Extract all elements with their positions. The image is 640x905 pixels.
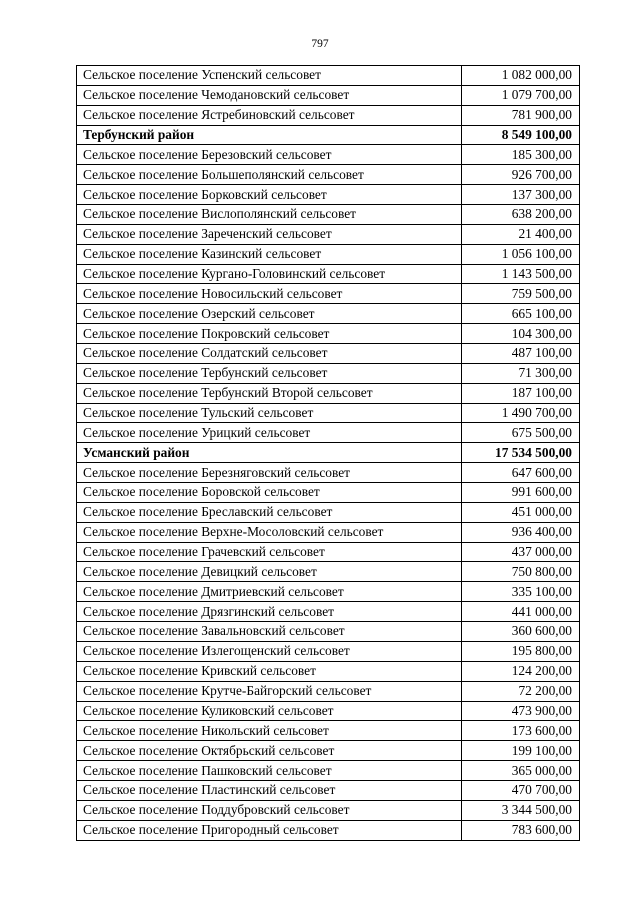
settlement-amount: 926 700,00	[462, 165, 580, 185]
settlement-name: Сельское поселение Солдатский сельсовет	[77, 344, 462, 364]
table-row	[77, 602, 580, 622]
table-row	[77, 383, 580, 403]
settlement-amount: 195 800,00	[462, 641, 580, 661]
settlement-name: Сельское поселение Большеполянский сельсовет	[77, 165, 462, 185]
settlement-name: Сельское поселение Боровской сельсовет	[77, 483, 462, 503]
settlement-amount: 360 600,00	[462, 622, 580, 642]
district-name: Тербунский район	[77, 125, 462, 145]
table-row	[77, 800, 580, 820]
table-row	[77, 344, 580, 364]
budget-table-body	[77, 66, 580, 841]
settlement-amount: 335 100,00	[462, 582, 580, 602]
table-row	[77, 661, 580, 681]
table-row	[77, 304, 580, 324]
settlement-name: Сельское поселение Успенский сельсовет	[77, 66, 462, 86]
settlement-name: Сельское поселение Дмитриевский сельсовет	[77, 582, 462, 602]
district-amount: 17 534 500,00	[462, 443, 580, 463]
settlement-name: Сельское поселение Тербунский сельсовет	[77, 363, 462, 383]
settlement-amount: 104 300,00	[462, 324, 580, 344]
budget-table	[76, 65, 580, 841]
settlement-name: Сельское поселение Грачевский сельсовет	[77, 542, 462, 562]
settlement-name: Сельское поселение Пластинский сельсовет	[77, 780, 462, 800]
settlement-amount: 1 490 700,00	[462, 403, 580, 423]
settlement-amount: 936 400,00	[462, 522, 580, 542]
table-row	[77, 780, 580, 800]
settlement-name: Сельское поселение Излегощенский сельсовет	[77, 641, 462, 661]
settlement-amount: 365 000,00	[462, 761, 580, 781]
settlement-amount: 638 200,00	[462, 205, 580, 225]
settlement-amount: 137 300,00	[462, 185, 580, 205]
settlement-amount: 173 600,00	[462, 721, 580, 741]
settlement-name: Сельское поселение Зареченский сельсовет	[77, 224, 462, 244]
table-row	[77, 681, 580, 701]
table-row	[77, 145, 580, 165]
settlement-amount: 783 600,00	[462, 820, 580, 840]
settlement-name: Сельское поселение Кривский сельсовет	[77, 661, 462, 681]
settlement-name: Сельское поселение Озерский сельсовет	[77, 304, 462, 324]
settlement-amount: 199 100,00	[462, 741, 580, 761]
table-row	[77, 66, 580, 86]
table-row	[77, 463, 580, 483]
settlement-name: Сельское поселение Крутче-Байгорский сельсовет	[77, 681, 462, 701]
settlement-amount: 1 079 700,00	[462, 85, 580, 105]
settlement-amount: 647 600,00	[462, 463, 580, 483]
settlement-name: Сельское поселение Девицкий сельсовет	[77, 562, 462, 582]
settlement-amount: 991 600,00	[462, 483, 580, 503]
table-row	[77, 324, 580, 344]
table-row	[77, 403, 580, 423]
settlement-name: Сельское поселение Тульский сельсовет	[77, 403, 462, 423]
table-row	[77, 542, 580, 562]
settlement-amount: 487 100,00	[462, 344, 580, 364]
settlement-name: Сельское поселение Никольский сельсовет	[77, 721, 462, 741]
table-row	[77, 741, 580, 761]
settlement-name: Сельское поселение Куликовский сельсовет	[77, 701, 462, 721]
settlement-name: Сельское поселение Завальновский сельсовет	[77, 622, 462, 642]
settlement-amount: 1 056 100,00	[462, 244, 580, 264]
table-row	[77, 502, 580, 522]
settlement-name: Сельское поселение Бреславский сельсовет	[77, 502, 462, 522]
settlement-amount: 665 100,00	[462, 304, 580, 324]
settlement-amount: 470 700,00	[462, 780, 580, 800]
settlement-name: Сельское поселение Пашковский сельсовет	[77, 761, 462, 781]
table-row	[77, 582, 580, 602]
settlement-name: Сельское поселение Кургано-Головинский сельсовет	[77, 264, 462, 284]
table-row	[77, 85, 580, 105]
table-row	[77, 562, 580, 582]
district-name: Усманский район	[77, 443, 462, 463]
settlement-amount: 72 200,00	[462, 681, 580, 701]
table-row	[77, 105, 580, 125]
settlement-amount: 750 800,00	[462, 562, 580, 582]
settlement-amount: 781 900,00	[462, 105, 580, 125]
table-row	[77, 264, 580, 284]
settlement-name: Сельское поселение Верхне-Мосоловский сельсовет	[77, 522, 462, 542]
table-row	[77, 165, 580, 185]
table-row	[77, 205, 580, 225]
settlement-amount: 441 000,00	[462, 602, 580, 622]
settlement-amount: 675 500,00	[462, 423, 580, 443]
settlement-amount: 185 300,00	[462, 145, 580, 165]
table-row	[77, 185, 580, 205]
settlement-name: Сельское поселение Дрязгинский сельсовет	[77, 602, 462, 622]
table-row	[77, 363, 580, 383]
table-row	[77, 483, 580, 503]
table-row	[77, 423, 580, 443]
settlement-amount: 1 082 000,00	[462, 66, 580, 86]
settlement-amount: 1 143 500,00	[462, 264, 580, 284]
district-row	[77, 125, 580, 145]
table-row	[77, 820, 580, 840]
settlement-name: Сельское поселение Покровский сельсовет	[77, 324, 462, 344]
settlement-amount: 187 100,00	[462, 383, 580, 403]
page-number: 797	[311, 38, 329, 50]
table-row	[77, 721, 580, 741]
settlement-name: Сельское поселение Ястребиновский сельсовет	[77, 105, 462, 125]
settlement-amount: 71 300,00	[462, 363, 580, 383]
table-row	[77, 701, 580, 721]
district-row	[77, 443, 580, 463]
settlement-amount: 473 900,00	[462, 701, 580, 721]
settlement-name: Сельское поселение Урицкий сельсовет	[77, 423, 462, 443]
settlement-name: Сельское поселение Октябрьский сельсовет	[77, 741, 462, 761]
settlement-name: Сельское поселение Казинский сельсовет	[77, 244, 462, 264]
settlement-amount: 759 500,00	[462, 284, 580, 304]
table-row	[77, 641, 580, 661]
settlement-name: Сельское поселение Березовский сельсовет	[77, 145, 462, 165]
settlement-name: Сельское поселение Березняговский сельсовет	[77, 463, 462, 483]
table-row	[77, 622, 580, 642]
settlement-name: Сельское поселение Новосильский сельсовет	[77, 284, 462, 304]
table-row	[77, 522, 580, 542]
district-amount: 8 549 100,00	[462, 125, 580, 145]
settlement-amount: 3 344 500,00	[462, 800, 580, 820]
settlement-name: Сельское поселение Пригородный сельсовет	[77, 820, 462, 840]
table-row	[77, 224, 580, 244]
settlement-name: Сельское поселение Тербунский Второй сельсовет	[77, 383, 462, 403]
table-row	[77, 244, 580, 264]
settlement-name: Сельское поселение Поддубровский сельсовет	[77, 800, 462, 820]
settlement-amount: 437 000,00	[462, 542, 580, 562]
settlement-amount: 451 000,00	[462, 502, 580, 522]
settlement-amount: 21 400,00	[462, 224, 580, 244]
table-row	[77, 284, 580, 304]
settlement-name: Сельское поселение Чемодановский сельсовет	[77, 85, 462, 105]
settlement-name: Сельское поселение Вислополянский сельсовет	[77, 205, 462, 225]
settlement-amount: 124 200,00	[462, 661, 580, 681]
table-row	[77, 761, 580, 781]
settlement-name: Сельское поселение Борковский сельсовет	[77, 185, 462, 205]
